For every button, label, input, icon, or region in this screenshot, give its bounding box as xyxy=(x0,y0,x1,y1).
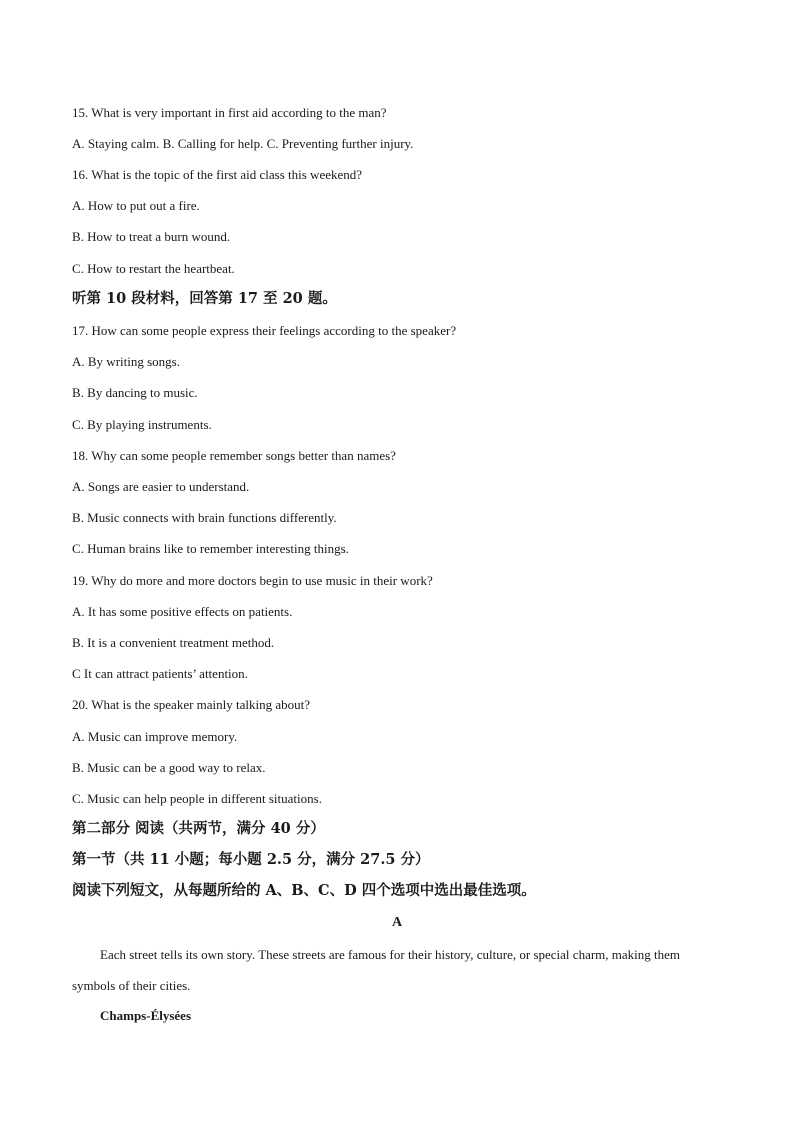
question-16: 16. What is the topic of the first aid class this weekend? xyxy=(72,167,363,182)
part-2-heading: 第二部分 阅读（共两节，满分 40 分） xyxy=(72,820,325,837)
question-19-option-a: A. It has some positive effects on patients. xyxy=(72,604,293,619)
question-18-option-a: A. Songs are easier to understand. xyxy=(72,479,250,494)
question-16-option-a: A. How to put out a fire. xyxy=(72,198,200,213)
question-20-option-b: B. Music can be a good way to relax. xyxy=(72,760,266,775)
question-17-option-c: C. By playing instruments. xyxy=(72,417,212,432)
question-17-option-b: B. By dancing to music. xyxy=(72,385,198,400)
passage-subheading: Champs-Élysées xyxy=(100,1008,192,1023)
passage-label: A xyxy=(391,915,403,930)
question-17-option-a: A. By writing songs. xyxy=(72,354,180,369)
section-10-heading: 听第 10 段材料，回答第 17 至 20 题。 xyxy=(72,290,337,307)
question-18-option-b: B. Music connects with brain functions differently. xyxy=(72,510,337,525)
question-18-option-c: C. Human brains like to remember interesting things. xyxy=(72,541,349,556)
question-20: 20. What is the speaker mainly talking about? xyxy=(72,697,311,712)
question-16-option-c: C. How to restart the heartbeat. xyxy=(72,261,235,276)
question-19: 19. Why do more and more doctors begin to use music in their work? xyxy=(72,573,433,588)
question-19-option-c: C It can attract patients’ attention. xyxy=(72,666,248,681)
question-20-option-a: A. Music can improve memory. xyxy=(72,729,238,744)
passage-intro-paragraph: Each street tells its own story. These streets are famous for their history, culture, or special charm, making them symbols of their cities. xyxy=(72,947,681,993)
section-1-heading: 第一节（共 11 小题；每小题 2.5 分，满分 27.5 分） xyxy=(72,851,430,868)
question-17: 17. How can some people express their feelings according to the speaker? xyxy=(72,323,457,338)
question-19-option-b: B. It is a convenient treatment method. xyxy=(72,635,275,650)
reading-instruction: 阅读下列短文，从每题所给的 A、B、C、D 四个选项中选出最佳选项。 xyxy=(72,882,536,899)
question-16-option-b: B. How to treat a burn wound. xyxy=(72,229,231,244)
question-15-options: A. Staying calm. B. Calling for help. C. Preventing further injury. xyxy=(72,136,414,151)
question-18: 18. Why can some people remember songs better than names? xyxy=(72,448,396,463)
question-15: 15. What is very important in first aid according to the man? xyxy=(72,105,387,120)
question-20-option-c: C. Music can help people in different situations. xyxy=(72,791,322,806)
